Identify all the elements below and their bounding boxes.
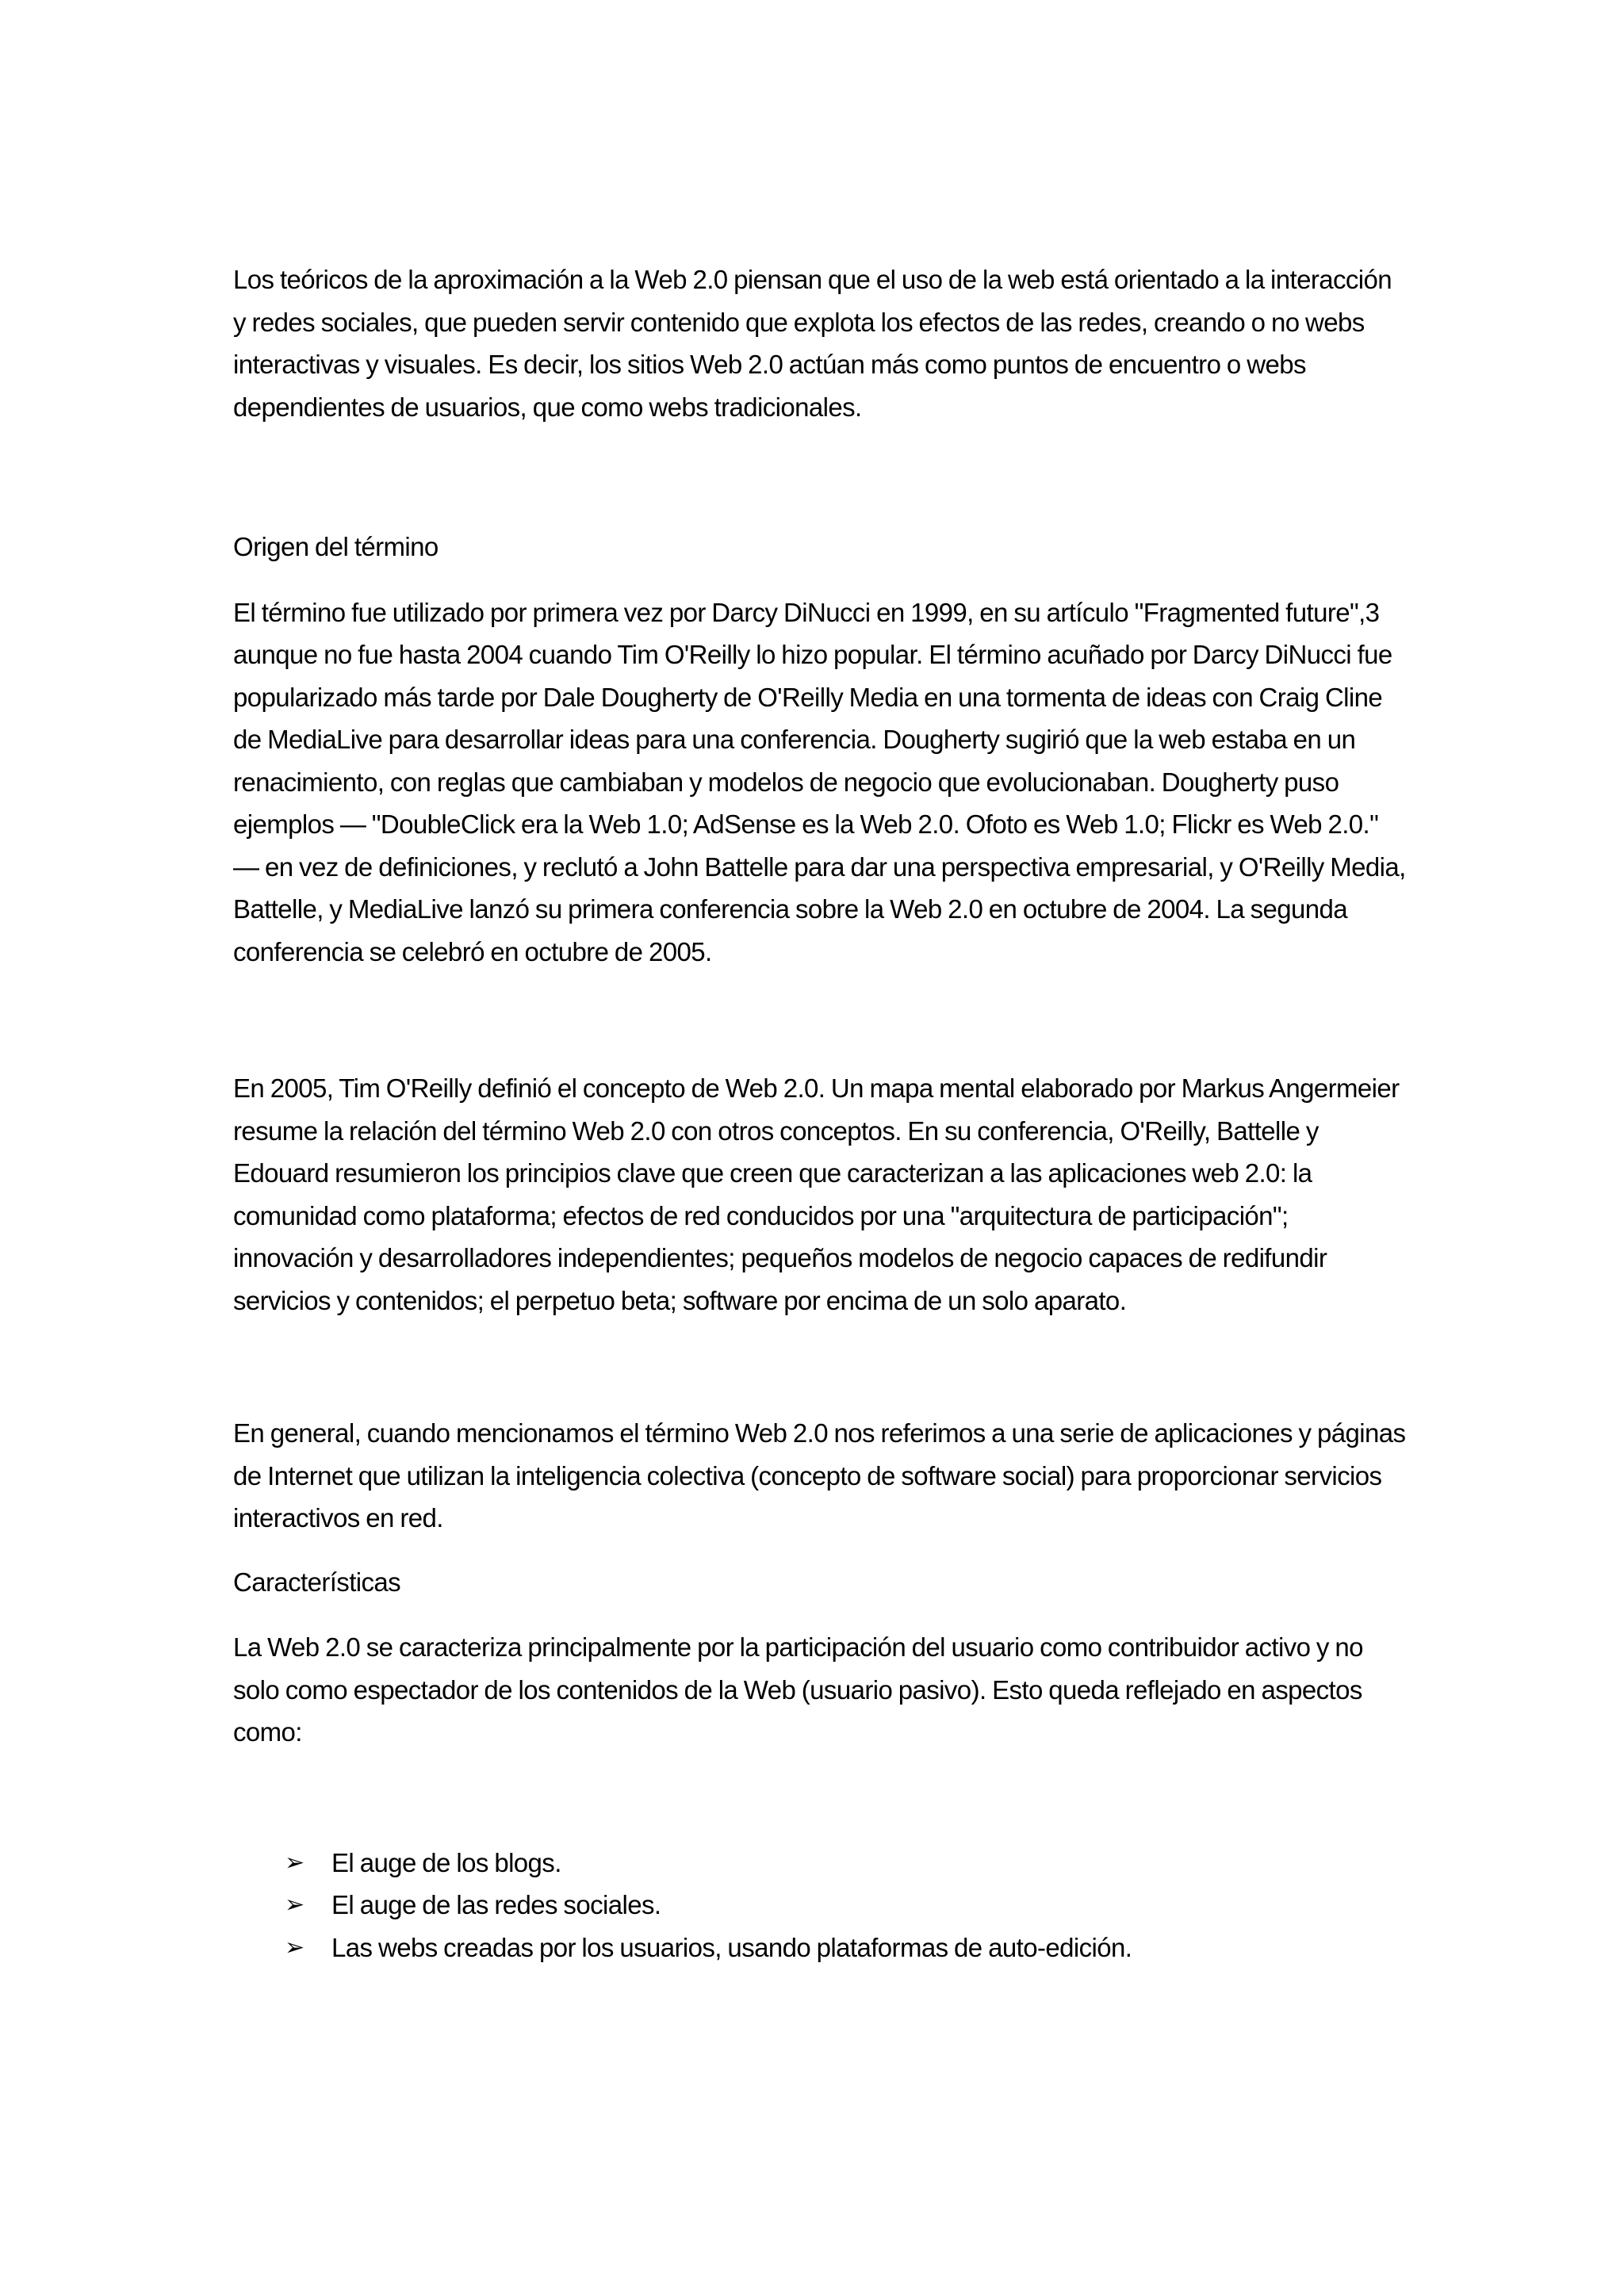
bullet-list (233, 1842, 1407, 1969)
arrow-bullet-icon: ➢ (285, 1933, 304, 1961)
paragraph-intro: Los teóricos de la aproximación a la Web 2.0 piensan que el uso de la web está orientado a la interacción y redes sociales, que pueden servir contenido que explota los efectos de las redes, creando o no webs interactivas y visuales. Es decir, los sitios Web 2.0 actúan más como puntos de encuentro o webs dependientes de usuarios, que como webs tradicionales. (233, 265, 1392, 422)
list-item-text: Las webs creadas por los usuarios, usando plataformas de auto-edición. (331, 1932, 1132, 1962)
paragraph-oreilly-definition: En 2005, Tim O'Reilly definió el concepto de Web 2.0. Un mapa mental elaborado por Markus Angermeier resume la relación del término Web 2.0 con otros conceptos. En su conferencia, O'Reilly, Battelle y Edouard resumieron los principios clave que creen que caracterizan a las aplicaciones web 2.0: la comunidad como plataforma; efectos de red conducidos por una "arquitectura de participación"; innovación y desarrolladores independientes; pequeños modelos de negocio capaces de redifundir servicios y contenidos; el perpetuo beta; software por encima de un solo aparato. (233, 1073, 1400, 1315)
list-item-text: El auge de los blogs. (331, 1847, 561, 1877)
list-item (233, 1927, 1407, 1969)
paragraph-origen-history: El término fue utilizado por primera vez por Darcy DiNucci en 1999, en su artículo "Fragmented future",3 aunque no fue hasta 2004 cuando Tim O'Reilly lo hizo popular. El término acuñado por Darcy DiNucci fue popularizado más tarde por Dale Dougherty de O'Reilly Media en una tormenta de ideas con Craig Cline de MediaLive para desarrollar ideas para una conferencia. Dougherty sugirió que la web estaba en un renacimiento, con reglas que cambiaban y modelos de negocio que evolucionaban. Dougherty puso ejemplos — "DoubleClick era la Web 1.0; AdSense es la Web 2.0. Ofoto es Web 1.0; Flickr es Web 2.0." — en vez de definiciones, y reclutó a John Battelle para dar una perspectiva empresarial, y O'Reilly Media, Battelle, y MediaLive lanzó su primera conferencia sobre la Web 2.0 en octubre de 2004. La segunda conferencia se celebró en octubre de 2005. (233, 597, 1406, 966)
arrow-bullet-icon: ➢ (285, 1848, 304, 1877)
paragraph-general-meaning: En general, cuando mencionamos el término Web 2.0 nos referimos a una serie de aplicaciones y páginas de Internet que utilizan la inteligencia colectiva (concepto de software social) para proporcionar servicios interactivos en red. (233, 1418, 1406, 1533)
paragraph-caracteristicas: La Web 2.0 se caracteriza principalmente por la participación del usuario como contribuidor activo y no solo como espectador de los contenidos de la Web (usuario pasivo). Esto queda reflejado en aspectos como: (233, 1632, 1363, 1747)
section-heading-origen: Origen del término (233, 532, 439, 561)
list-item (233, 1842, 1407, 1885)
section-heading-caracteristicas: Características (233, 1567, 401, 1597)
document-body (233, 258, 1407, 1969)
arrow-bullet-icon: ➢ (285, 1891, 304, 1919)
list-item-text: El auge de las redes sociales. (331, 1890, 661, 1919)
list-item (233, 1884, 1407, 1927)
